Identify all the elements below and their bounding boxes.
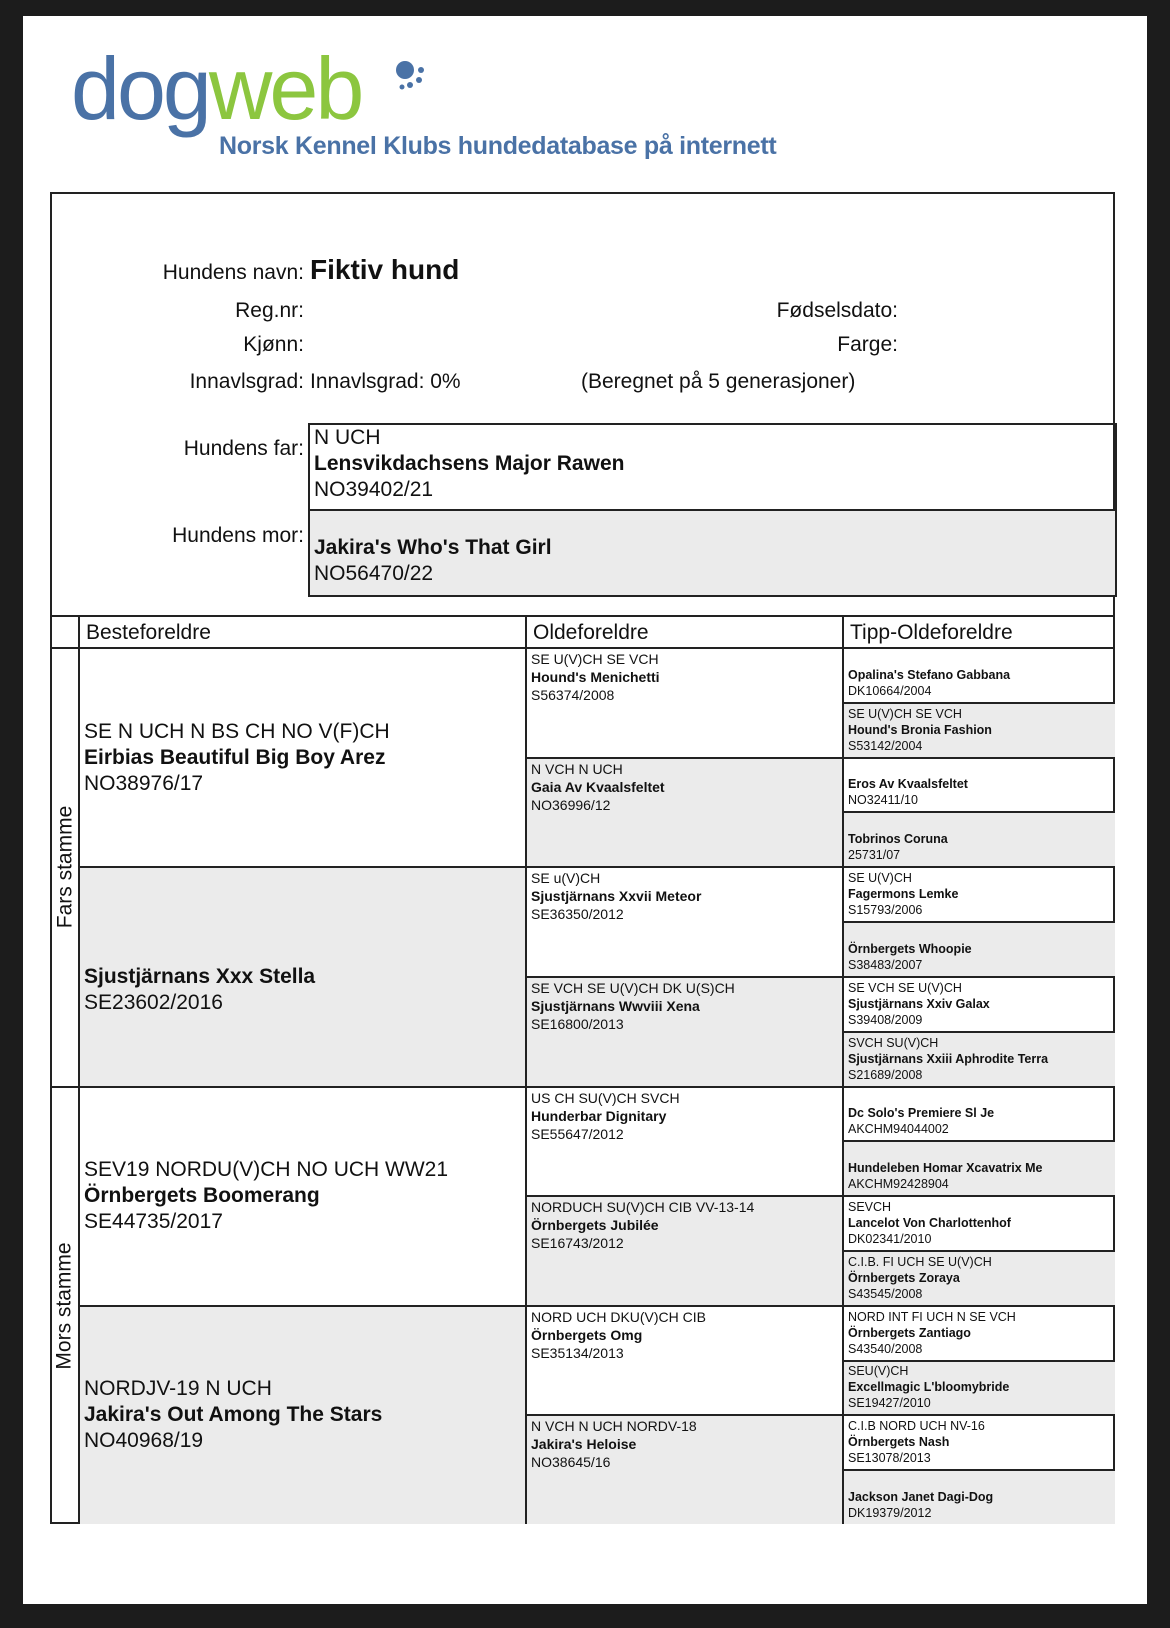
header-grandparents: Besteforeldre — [80, 615, 527, 647]
great-grandparent-cell[interactable] — [527, 1086, 844, 1196]
dog-title: SE N UCH N BS CH NO V(F)CH — [84, 719, 390, 743]
mother-box[interactable] — [308, 509, 1117, 597]
great-great-grandparent-cell[interactable] — [844, 811, 1115, 866]
name-label: Hundens navn: — [162, 261, 304, 284]
dog-reg: S21689/2008 — [848, 1067, 923, 1082]
dog-reg: 25731/07 — [848, 848, 901, 863]
dog-title: SE U(V)CH SE VCH — [531, 651, 659, 667]
color-label: Farge: — [837, 333, 898, 356]
dogweb-logo[interactable] — [71, 39, 831, 164]
regnr-label: Reg.nr: — [235, 299, 304, 322]
fathers-line-text: Fars stamme — [53, 805, 77, 929]
dog-title: SE U(V)CH SE VCH — [848, 706, 962, 721]
mother-title — [314, 514, 1115, 535]
dog-reg: DK19379/2012 — [848, 1506, 932, 1520]
dog-reg: S15793/2006 — [848, 903, 923, 918]
grandparent-cell[interactable] — [80, 1086, 527, 1305]
dog-name: Hunderbar Dignitary — [531, 1107, 667, 1124]
great-grandparent-cell[interactable] — [527, 1305, 844, 1415]
dog-name: Sjustjärnans Wwviii Xena — [531, 997, 700, 1014]
dog-reg: SE44735/2017 — [84, 1210, 223, 1234]
dog-title: NORDUCH SU(V)CH CIB VV-13-14 — [531, 1199, 755, 1216]
dog-name: Örnbergets Zantiago — [848, 1325, 971, 1340]
dog-reg: SE16800/2013 — [531, 1015, 624, 1032]
header-great-grandparents: Oldeforeldre — [527, 615, 844, 647]
dog-reg: SE35134/2013 — [531, 1344, 624, 1361]
dog-name: Örnbergets Whoopie — [848, 941, 972, 956]
sex-label: Kjønn: — [243, 333, 304, 356]
great-grandparent-cell[interactable] — [527, 1414, 844, 1524]
dog-name: Eros Av Kvaalsfeltet — [848, 777, 968, 792]
dog-name: Sjustjärnans Xxiv Galax — [848, 996, 990, 1011]
page — [23, 16, 1147, 1604]
dog-title: SEVCH — [848, 1199, 892, 1214]
dog-reg: NO38976/17 — [84, 771, 204, 795]
dog-title — [848, 925, 1111, 941]
great-great-grandparent-cell[interactable] — [844, 1360, 1115, 1415]
dog-title: NORDJV-19 N UCH — [84, 1377, 272, 1401]
pedigree-document — [50, 192, 1115, 1524]
dog-reg: AKCHM94044002 — [848, 1122, 949, 1137]
great-grandparent-cell[interactable] — [527, 866, 844, 976]
logo-web: web — [208, 39, 362, 138]
inbreeding-value: Innavlsgrad: 0% — [310, 370, 461, 393]
great-great-grandparent-cell[interactable] — [844, 647, 1115, 702]
great-great-grandparent-cell[interactable] — [844, 866, 1115, 921]
dog-name: Jakira's Heloise — [531, 1436, 637, 1453]
dog-name: Örnbergets Jubilée — [531, 1217, 659, 1234]
dog-title — [848, 815, 1111, 831]
grandparent-cell[interactable] — [80, 866, 527, 1085]
dog-reg: SE36350/2012 — [531, 906, 624, 923]
logo-dots-icon — [389, 54, 439, 104]
father-title: N UCH — [314, 426, 381, 449]
dog-name: Sjustjärnans Xxx Stella — [84, 964, 316, 988]
dog-reg: S38483/2007 — [848, 957, 923, 972]
dog-title: SE VCH SE U(V)CH DK U(S)CH — [531, 979, 735, 996]
dog-title: C.I.B NORD UCH NV-16 — [848, 1419, 985, 1434]
father-name: Lensvikdachsens Major Rawen — [314, 452, 625, 475]
dog-title: N VCH N UCH NORDV-18 — [531, 1418, 697, 1435]
great-great-grandparent-cell[interactable] — [844, 757, 1115, 812]
great-great-grandparent-cell[interactable] — [844, 702, 1115, 757]
great-grandparent-cell[interactable] — [527, 757, 844, 867]
mothers-line-text: Mors stamme — [53, 1242, 76, 1370]
dog-title — [848, 1144, 1111, 1160]
pedigree-table — [52, 615, 1115, 1524]
logo-wordmark — [71, 39, 362, 138]
great-great-grandparent-cell[interactable] — [844, 1469, 1115, 1524]
dog-reg: NO32411/10 — [848, 793, 918, 808]
dog-name: Hound's Bronia Fashion — [848, 722, 992, 737]
dog-title: N VCH N UCH — [531, 760, 623, 777]
dog-reg: SE13078/2013 — [848, 1451, 931, 1466]
header-great-great-grandparents: Tipp-Oldeforeldre — [844, 615, 1115, 647]
dog-name: Eirbias Beautiful Big Boy Arez — [84, 745, 386, 769]
great-grandparent-cell[interactable] — [527, 976, 844, 1086]
logo-dog: dog — [71, 39, 209, 138]
dog-name: Örnbergets Omg — [531, 1326, 643, 1343]
fathers-line-label — [52, 647, 80, 1086]
father-label: Hundens far: — [183, 437, 304, 460]
inbreeding-note: (Beregnet på 5 generasjoner) — [581, 370, 856, 393]
dog-reg: S39408/2009 — [848, 1012, 923, 1027]
dog-name: Örnbergets Boomerang — [84, 1184, 320, 1208]
great-great-grandparent-cell[interactable] — [844, 921, 1115, 976]
dog-title — [848, 760, 1111, 776]
great-great-grandparent-cell[interactable] — [844, 1414, 1115, 1469]
dog-title: C.I.B. FI UCH SE U(V)CH — [848, 1254, 992, 1269]
dog-title: SE U(V)CH — [848, 871, 912, 886]
great-great-grandparent-cell[interactable] — [844, 976, 1115, 1031]
dog-title: US CH SU(V)CH SVCH — [531, 1089, 680, 1106]
dog-name: Jakira's Out Among The Stars — [84, 1403, 383, 1427]
dog-reg: SE19427/2010 — [848, 1396, 931, 1411]
great-great-grandparent-cell[interactable] — [844, 1305, 1115, 1360]
dog-reg: NO40968/19 — [84, 1429, 204, 1453]
dog-name: Dc Solo's Premiere Sl Je — [848, 1106, 995, 1121]
mother-name: Jakira's Who's That Girl — [314, 536, 552, 559]
mothers-line-label — [52, 1086, 80, 1525]
dog-title: SE VCH SE U(V)CH — [848, 980, 962, 995]
dog-name: Lancelot Von Charlottenhof — [848, 1215, 1011, 1230]
dog-name: Örnbergets Nash — [848, 1435, 950, 1450]
birthdate-label: Fødselsdato: — [776, 299, 898, 322]
logo-subtitle: Norsk Kennel Klubs hundedatabase på internett — [219, 132, 777, 160]
mother-label: Hundens mor: — [172, 524, 304, 547]
dog-title: NORD UCH DKU(V)CH CIB — [531, 1308, 706, 1325]
father-reg: NO39402/21 — [314, 478, 434, 501]
dog-reg: SE23602/2016 — [84, 990, 223, 1014]
dog-reg: S56374/2008 — [531, 687, 615, 703]
grandparent-cell[interactable] — [80, 647, 527, 866]
dog-reg: DK10664/2004 — [848, 683, 932, 698]
dog-name: Hound's Menichetti — [531, 669, 660, 685]
dog-title: SEV19 NORDU(V)CH NO UCH WW21 — [84, 1158, 449, 1182]
dog-name: Örnbergets Zoraya — [848, 1270, 960, 1285]
great-great-grandparent-cell[interactable] — [844, 1086, 1115, 1141]
dog-name: Sjustjärnans Xxiii Aphrodite Terra — [848, 1051, 1049, 1066]
dog-reg: S53142/2004 — [848, 738, 923, 753]
dog-reg: SE16743/2012 — [531, 1235, 624, 1252]
great-great-grandparent-cell[interactable] — [844, 1250, 1115, 1305]
dog-title — [848, 651, 1111, 667]
dog-name: Tobrinos Coruna — [848, 832, 948, 847]
dog-name: Jackson Janet Dagi-Dog — [848, 1490, 994, 1504]
dog-name: Opalina's Stefano Gabbana — [848, 667, 1011, 682]
dog-name: Fiktiv hund — [310, 254, 460, 285]
dog-title — [848, 1473, 1111, 1489]
mother-reg: NO56470/22 — [314, 562, 434, 585]
dog-title: SVCH SU(V)CH — [848, 1035, 939, 1050]
great-grandparent-cell[interactable] — [527, 1195, 844, 1305]
dog-reg: NO36996/12 — [531, 796, 611, 813]
dog-name: Excellmagic L'bloomybride — [848, 1380, 1010, 1395]
great-great-grandparent-cell[interactable] — [844, 1140, 1115, 1195]
father-box[interactable] — [308, 423, 1117, 511]
great-great-grandparent-cell[interactable] — [844, 1195, 1115, 1250]
dog-reg: DK02341/2010 — [848, 1231, 932, 1246]
header-corner — [52, 615, 80, 647]
dog-reg: SE55647/2012 — [531, 1125, 624, 1142]
dog-reg: S43540/2008 — [848, 1341, 923, 1356]
inbreeding-label: Innavlsgrad: — [189, 370, 304, 393]
dog-reg: S43545/2008 — [848, 1286, 923, 1301]
dog-reg: NO38645/16 — [531, 1454, 611, 1471]
dog-name: Hundeleben Homar Xcavatrix Me — [848, 1161, 1043, 1176]
dog-title: SEU(V)CH — [848, 1364, 909, 1379]
dog-name: Gaia Av Kvaalsfeltet — [531, 778, 665, 795]
dog-reg: AKCHM92428904 — [848, 1177, 949, 1192]
great-great-grandparent-cell[interactable] — [844, 1031, 1115, 1086]
dog-title — [84, 938, 521, 964]
dog-title: SE u(V)CH — [531, 870, 601, 887]
grandparent-cell[interactable] — [80, 1305, 527, 1524]
dog-title: NORD INT FI UCH N SE VCH — [848, 1309, 1016, 1324]
dog-name: Sjustjärnans Xxvii Meteor — [531, 888, 702, 905]
dog-title — [848, 1089, 1111, 1105]
dog-name: Fagermons Lemke — [848, 887, 959, 902]
great-grandparent-cell[interactable] — [527, 647, 844, 757]
